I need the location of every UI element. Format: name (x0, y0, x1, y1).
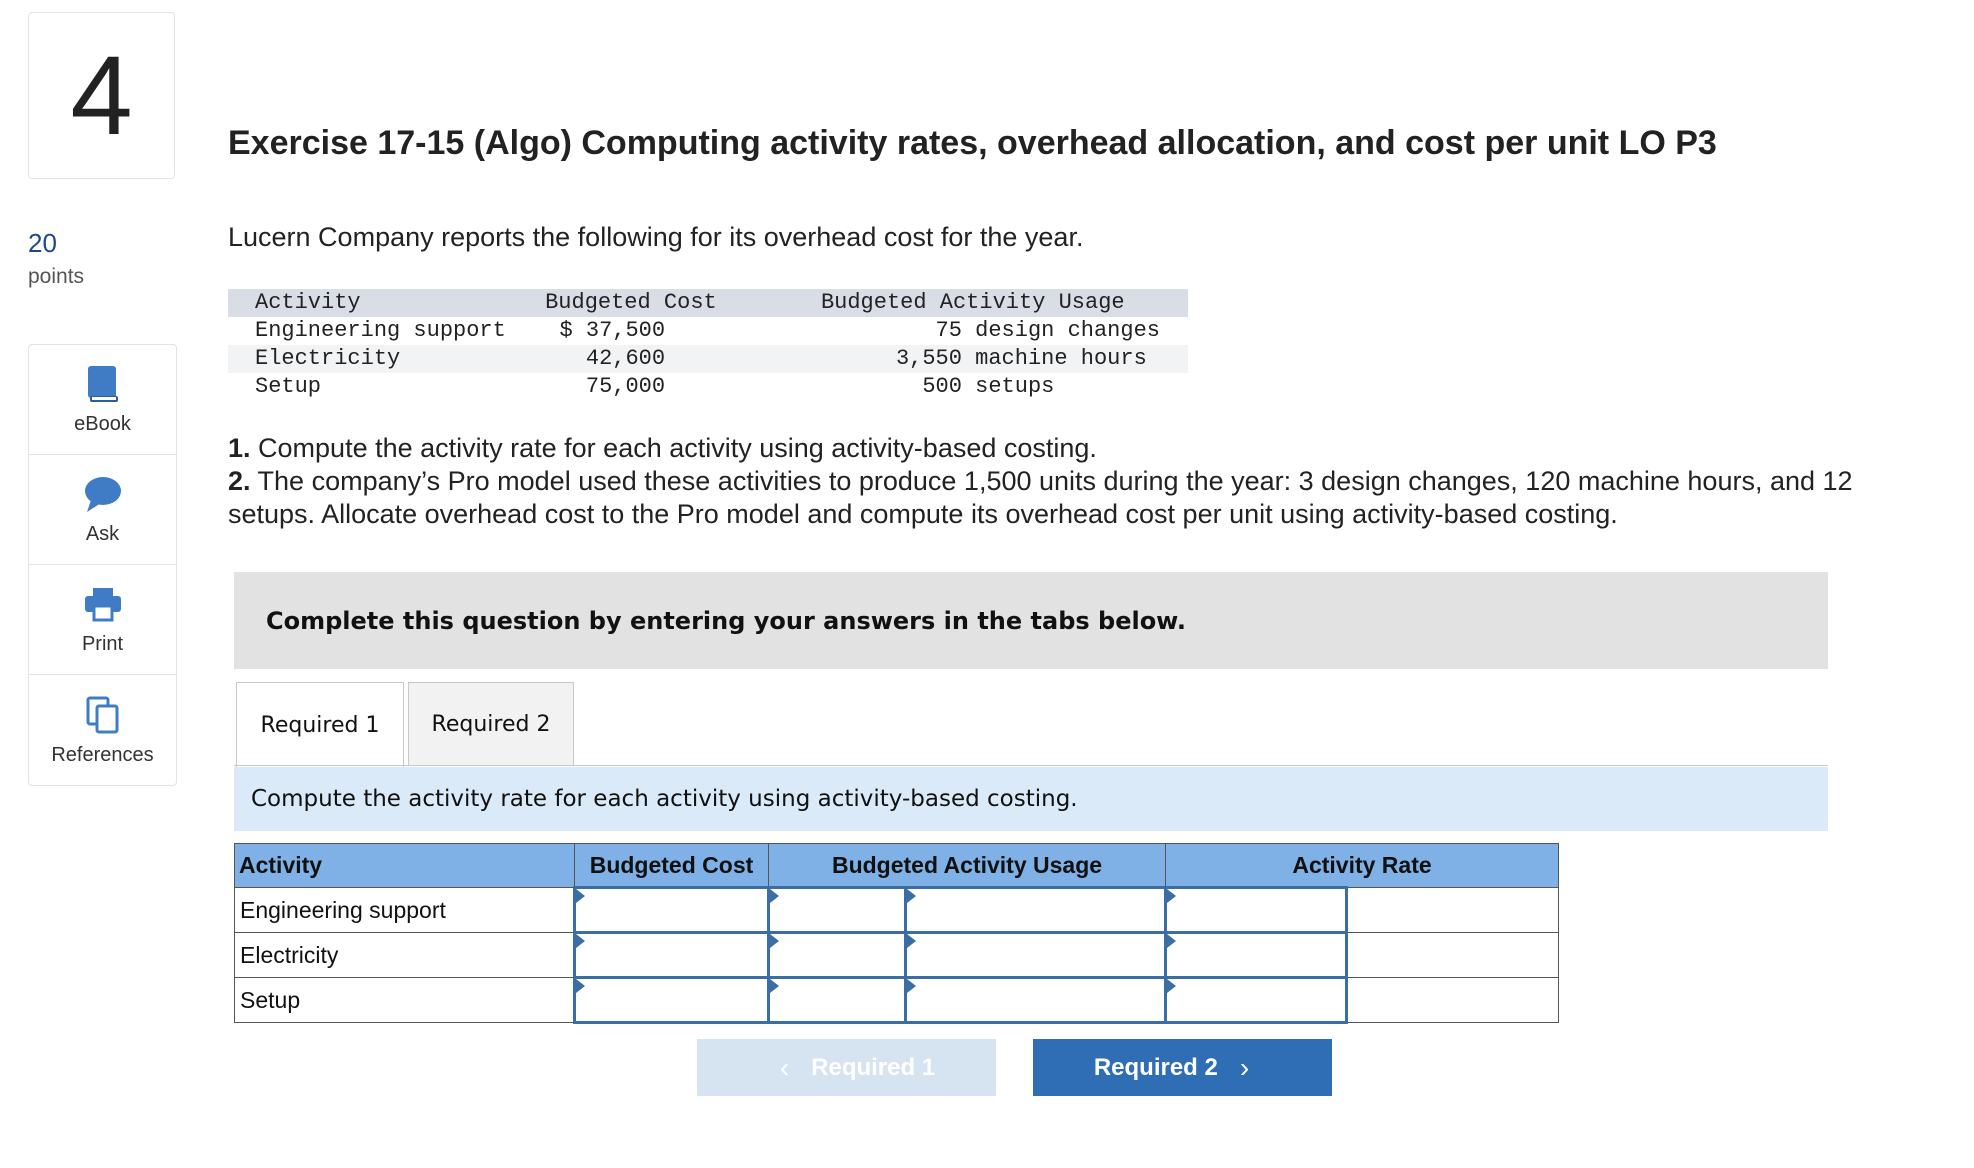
given-table-row (228, 317, 1188, 345)
given-table-row (228, 345, 1188, 373)
tab-required-1[interactable]: Required 1 (236, 682, 404, 767)
given-data-table (228, 289, 1188, 401)
given-table-header (228, 289, 1188, 317)
previous-required-button[interactable] (697, 1039, 996, 1096)
usage-quantity-input[interactable] (769, 933, 906, 978)
budgeted-cost-field[interactable] (576, 979, 767, 1021)
tab-divider (234, 765, 1828, 766)
given-header-usage: Budgeted Activity Usage (821, 289, 1188, 317)
given-usage: 500 setups (922, 374, 1055, 399)
given-activity: Setup (255, 374, 322, 399)
tools-panel (28, 344, 177, 786)
chevron-right-icon: › (1239, 1051, 1250, 1083)
given-usage: 3,550 machine hours (821, 345, 1188, 373)
given-usage: 75 design changes (935, 318, 1160, 343)
chevron-left-icon: ‹ (779, 1051, 790, 1083)
header-budgeted-activity-usage: Budgeted Activity Usage (769, 844, 1166, 888)
activity-rate-field[interactable] (1167, 889, 1345, 931)
usage-quantity-input[interactable] (769, 978, 906, 1023)
usage-unit-input[interactable] (906, 933, 1166, 978)
ebook-label: eBook (74, 413, 131, 435)
usage-unit-field[interactable] (907, 979, 1164, 1021)
budgeted-cost-input[interactable] (575, 933, 769, 978)
answer-table-header (235, 844, 1559, 888)
table-row (235, 933, 1559, 978)
question-instructions (228, 432, 1928, 531)
usage-quantity-field[interactable] (770, 934, 904, 976)
given-table-row (228, 373, 1188, 401)
references-label: References (51, 743, 154, 766)
activity-rate-field[interactable] (1167, 979, 1345, 1021)
given-activity: Engineering support (255, 318, 506, 343)
table-row (235, 978, 1559, 1023)
row-label-engineering-support: Engineering support (235, 888, 575, 933)
given-cost: 75,000 (585, 374, 666, 399)
header-activity: Activity (235, 844, 575, 888)
usage-unit-field[interactable] (907, 934, 1164, 976)
exercise-title: Exercise 17-15 (Algo) Computing activity rates, overhead allocation, and cost per unit LO P3 (228, 124, 1717, 162)
budgeted-cost-field[interactable] (576, 889, 767, 931)
given-header-activity: Activity (228, 289, 553, 317)
given-cost: 42,600 (553, 345, 821, 373)
row-label-electricity: Electricity (235, 933, 575, 978)
budgeted-cost-input[interactable] (575, 888, 769, 933)
next-required-button[interactable] (1033, 1039, 1332, 1096)
budgeted-cost-input[interactable] (575, 978, 769, 1023)
activity-rate-field[interactable] (1167, 934, 1345, 976)
previous-button-label: Required 1 (811, 1053, 936, 1081)
book-icon (86, 363, 120, 405)
chat-bubble-icon (83, 473, 123, 515)
usage-quantity-field[interactable] (770, 979, 904, 1021)
answer-tabs (236, 682, 578, 766)
intro-text: Lucern Company reports the following for its overhead cost for the year. (228, 222, 1084, 252)
documents-icon (85, 694, 121, 736)
print-label: Print (81, 633, 124, 655)
row-label-setup: Setup (235, 978, 575, 1023)
points-block (28, 228, 84, 289)
instruction-item-2: 2. The company’s Pro model used these activities to produce 1,500 units during the year: 3 design changes, 120 machine hours, and 12 setups. Allocate overhead cost to the Pro model and compute its overhead cost per unit using activity-based costing. (228, 466, 1853, 529)
activity-rate-unit-cell (1347, 888, 1559, 933)
usage-quantity-field[interactable] (770, 889, 904, 931)
points-value: 20 (28, 228, 57, 258)
usage-unit-input[interactable] (906, 888, 1166, 933)
given-header-cost: Budgeted Cost (553, 289, 821, 317)
activity-rate-input[interactable] (1166, 933, 1347, 978)
activity-rate-unit-cell (1347, 933, 1559, 978)
print-button[interactable] (29, 565, 176, 675)
activity-rate-input[interactable] (1166, 978, 1347, 1023)
activity-rate-table (234, 843, 1559, 1024)
references-button[interactable] (29, 675, 176, 785)
points-label: points (28, 265, 85, 288)
usage-unit-input[interactable] (906, 978, 1166, 1023)
required-1-instruction: Compute the activity rate for each activity using activity-based costing. (234, 767, 1828, 831)
budgeted-cost-field[interactable] (576, 934, 767, 976)
table-row (235, 888, 1559, 933)
tab-required-2[interactable]: Required 2 (408, 682, 574, 766)
question-number: 4 (28, 12, 175, 179)
usage-unit-field[interactable] (907, 889, 1164, 931)
next-button-label: Required 2 (1093, 1053, 1218, 1081)
usage-quantity-input[interactable] (769, 888, 906, 933)
complete-question-banner: Complete this question by entering your answers in the tabs below. (234, 572, 1828, 669)
header-activity-rate: Activity Rate (1166, 844, 1559, 888)
ask-button[interactable] (29, 455, 176, 565)
activity-rate-unit-cell (1347, 978, 1559, 1023)
printer-icon (83, 583, 123, 625)
ebook-button[interactable] (29, 345, 176, 455)
given-cost: $ 37,500 (559, 318, 666, 343)
ask-label: Ask (85, 523, 120, 545)
instruction-item-1: 1. Compute the activity rate for each activity using activity-based costing. (228, 433, 1097, 463)
activity-rate-input[interactable] (1166, 888, 1347, 933)
given-activity: Electricity (228, 345, 553, 373)
header-budgeted-cost: Budgeted Cost (575, 844, 769, 888)
